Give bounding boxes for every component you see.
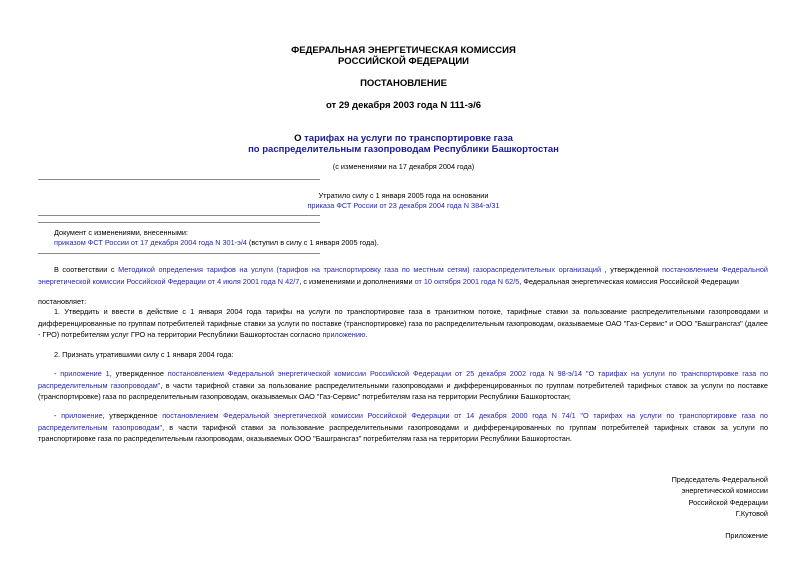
item-2-text: 2. Признать утратившими силу с 1 января 2004 года: bbox=[54, 350, 234, 359]
appendix-1-link[interactable]: приложение 1 bbox=[60, 369, 110, 378]
preamble-text-4: , Федеральная энергетическая комиссия Российской Федерации bbox=[519, 276, 739, 286]
divider-2 bbox=[38, 215, 320, 216]
expiry-line bbox=[0, 201, 807, 210]
document-date-number: от 29 декабря 2003 года N 111-э/6 bbox=[325, 100, 481, 111]
fec-resolution-42-7-link[interactable]: постановлением Федеральной энергетической комиссии Российской Федерации от 4 июля 2001 года N 42/7 bbox=[38, 265, 769, 286]
item-1-end: . bbox=[365, 330, 368, 340]
amended-note: (с изменениями на 17 декабря 2004 года) bbox=[332, 162, 475, 171]
resolves-text: постановляет: bbox=[38, 297, 87, 306]
document-type: ПОСТАНОВЛЕНИЕ bbox=[360, 78, 447, 89]
fec-resolution-98-e-14-link[interactable]: постановлением Федеральной энергетической комиссии Российской Федерации от 25 декабря 2002 года N 98-э/14 "О тарифах на услуги по транспортировке газа по распределительным газопроводам" bbox=[38, 369, 768, 390]
title-link-2[interactable]: по распределительным газопроводам Республики Башкортостан bbox=[248, 144, 559, 155]
divider-1 bbox=[38, 179, 320, 180]
signature-line-3: Российской Федерации bbox=[688, 497, 768, 507]
signature-block bbox=[568, 474, 768, 520]
item-2b-paragraph bbox=[38, 410, 768, 445]
item-2a-text-2: , в части тарифной ставки за пользование распределительными газопроводами и дифференцированных по группам потребителей тарифных ставок за услуги по поставке (транспортировке) газа по распределительным газопроводам, оказываемых ОАО "Газ-Сервис" потребителям газа на территории Республики Башкортостан; bbox=[38, 380, 768, 402]
title-prefix: О bbox=[294, 133, 305, 144]
preamble-paragraph bbox=[38, 264, 768, 287]
appendix-heading: Приложение bbox=[725, 531, 768, 540]
appendix-link-2[interactable]: приложение bbox=[61, 411, 103, 420]
org-name-line2: РОССИЙСКОЙ ФЕДЕРАЦИИ bbox=[337, 56, 469, 67]
amendments-link[interactable]: приказом ФСТ России от 17 декабря 2004 года N 301-э/4 bbox=[54, 238, 247, 247]
amendments-line bbox=[54, 238, 379, 247]
methodology-link[interactable]: Методикой определения тарифов на услуги (тарифов на транспортировку газа по местным сетям) газораспределительных организаций bbox=[118, 265, 602, 274]
item-2a-dash: - bbox=[54, 369, 61, 378]
amendment-62-5-link[interactable]: от 10 октября 2001 года N 62/5 bbox=[414, 276, 520, 286]
item-2a-paragraph bbox=[38, 368, 768, 403]
preamble-text-3: , с изменениями и дополнениями bbox=[299, 276, 415, 286]
org-name-line1: ФЕДЕРАЛЬНАЯ ЭНЕРГЕТИЧЕСКАЯ КОМИССИЯ bbox=[291, 45, 516, 56]
appendix-link[interactable]: приложению bbox=[322, 330, 366, 340]
document-title-line2 bbox=[0, 144, 807, 155]
divider-3 bbox=[38, 222, 320, 223]
signature-line-2: энергетической комиссии bbox=[681, 486, 768, 496]
document-title-line1 bbox=[0, 133, 807, 144]
amendments-suffix: (вступил в силу с 1 января 2005 года). bbox=[246, 238, 379, 247]
preamble-text-2: , утвержденной bbox=[601, 265, 663, 274]
item-1-paragraph bbox=[38, 306, 768, 341]
item-2b-text-2: , в части тарифной ставки за пользование распределительными газопроводами и дифференцированных по группам потребителей тарифных ставок за услуги по транспортировке газа по распределительным газопроводам, оказываемых ООО "Башгрансгаз" потребителям газа на территории Республики Башкортостан. bbox=[38, 422, 768, 444]
item-2a-text-1: , утвержденное bbox=[109, 369, 168, 378]
title-link-1[interactable]: тарифах на услуги по транспортировке газа bbox=[304, 133, 513, 144]
fec-resolution-74-1-link[interactable]: постановлением Федеральной энергетической комиссии Российской Федерации от 14 декабря 2000 года N 74/1 "О тарифах на услуги по транспортировке газа по распределительным газопроводам" bbox=[38, 411, 768, 432]
item-2b-dash: - bbox=[54, 411, 62, 420]
item-1-text: 1. Утвердить и ввести в действие с 1 января 2004 года тарифы на услуги по транспортировке газа в транзитном потоке, тарифные ставки за пользование распределительными газопроводами и дифференцированные по группам потребителей тарифные ставки за услуги по поставке (транспортировке) газа по распределительным газопроводам, оказываемые ОАО "Газ-Сервис" и ООО "Башгрансгаз" (далее - ГРО) потребителям услуг ГРО на территории Республики Башкортостан согласно bbox=[38, 307, 768, 340]
amendments-intro: Документ с изменениями, внесенными: bbox=[54, 228, 188, 237]
preamble-text-1: В соответствии с bbox=[54, 265, 119, 274]
expiry-text: Утратило силу с 1 января 2005 года на основании bbox=[318, 191, 489, 200]
signature-line-1: Председатель Федеральной bbox=[671, 475, 768, 484]
item-2b-text-1: , утвержденное bbox=[102, 411, 163, 420]
expiry-link[interactable]: приказа ФСТ России от 23 декабря 2004 года N 384-э/31 bbox=[307, 201, 500, 210]
signature-name: Г.Кутовой bbox=[735, 509, 768, 519]
divider-4 bbox=[38, 253, 320, 254]
